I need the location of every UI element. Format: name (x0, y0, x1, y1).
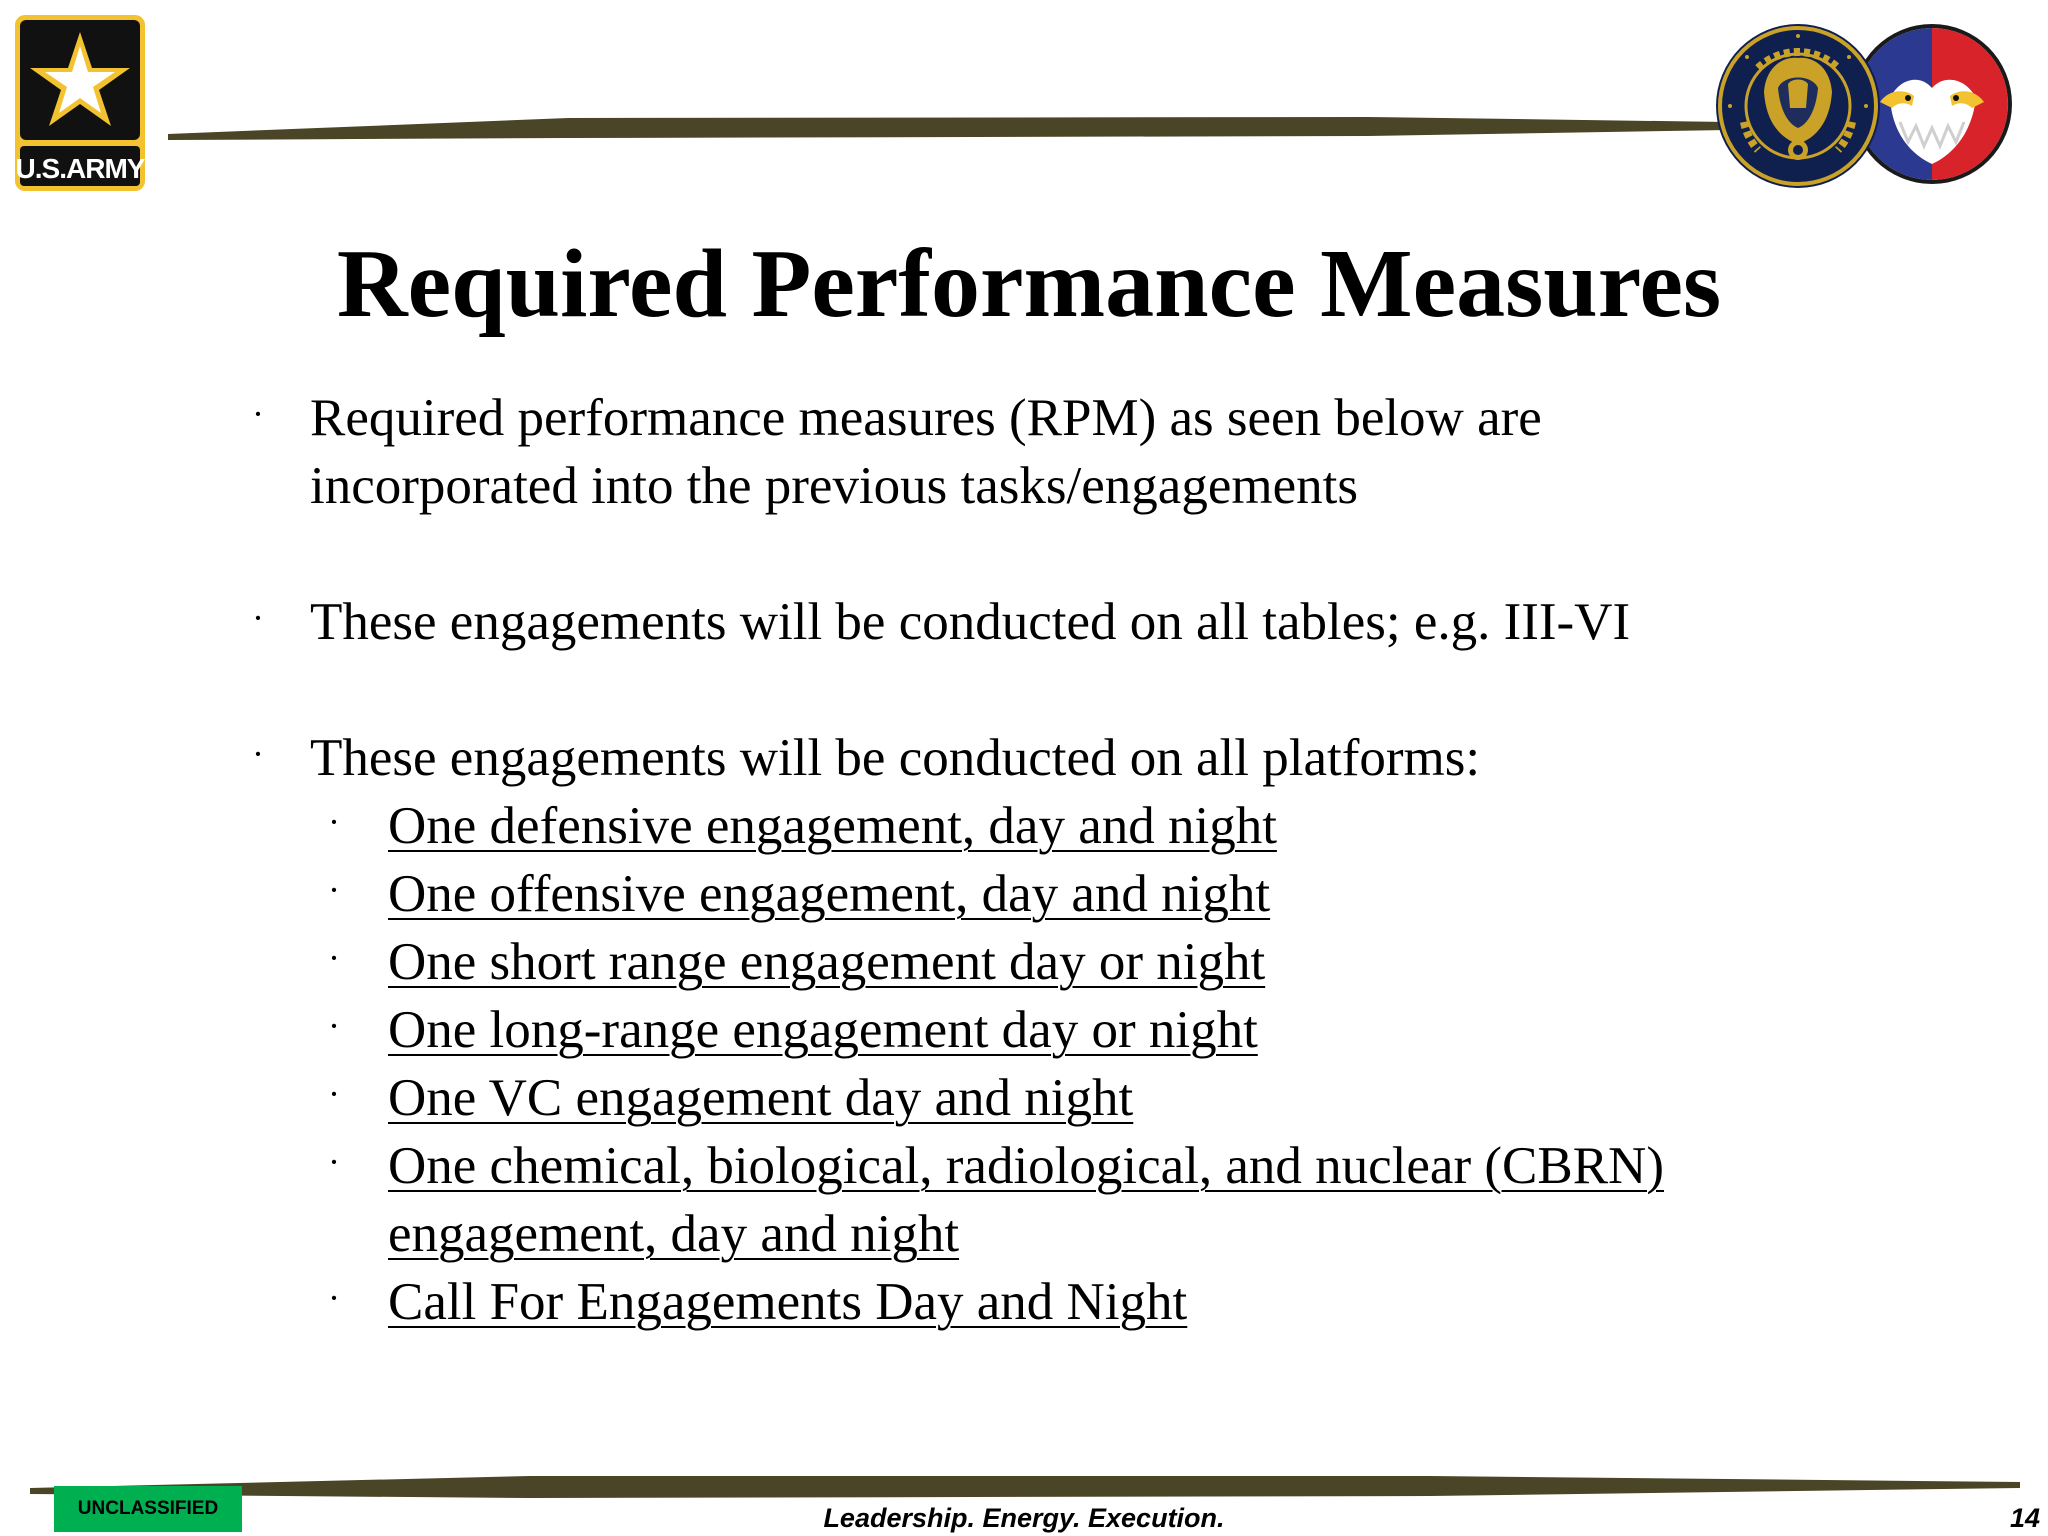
bullet-item (246, 588, 1866, 656)
bullet-marker: · (252, 394, 264, 434)
army-logo-text: U.S.ARMY (15, 153, 145, 184)
bullet-line: These engagements will be conducted on all platforms: (310, 729, 1481, 787)
sub-bullet-item (246, 1064, 1866, 1132)
footer-stripe (30, 1474, 2020, 1500)
bullet-line: These engagements will be conducted on all tables; e.g. III-VI (310, 593, 1631, 651)
sub-bullet-item (246, 860, 1866, 928)
bullet-item (246, 384, 1866, 520)
footer-motto: Leadership. Energy. Execution. (823, 1503, 1225, 1533)
classification-banner: UNCLASSIFIED (54, 1486, 242, 1532)
sub-bullet-text: Call For Engagements Day and Night (388, 1273, 1188, 1331)
slide-title: Required Performance Measures (336, 230, 1722, 338)
header-stripe (168, 112, 1728, 142)
sub-bullet-item (246, 792, 1866, 860)
bullet-line: incorporated into the previous tasks/engagements (310, 457, 1358, 515)
sub-bullet-text: One long-range engagement day or night (388, 1001, 1258, 1059)
sub-bullet-marker: · (328, 1142, 340, 1182)
sub-bullet-item (246, 1268, 1866, 1336)
sub-bullet-item (246, 996, 1866, 1064)
bullet-item (246, 724, 1866, 792)
sub-bullet-item (246, 1132, 1866, 1268)
army-reserve-seal-icon (1716, 24, 1880, 188)
slide-body (246, 384, 1866, 1336)
sub-bullet-text: engagement, day and night (388, 1205, 960, 1263)
sub-bullet-marker: · (328, 802, 340, 842)
sub-bullet-marker: · (328, 1278, 340, 1318)
platform-engagement-list (246, 792, 1866, 1336)
sub-bullet-text: One chemical, biological, radiological, and nuclear (CBRN) (388, 1137, 1664, 1195)
sub-bullet-marker: · (328, 1074, 340, 1114)
bullet-line: Required performance measures (RPM) as seen below are (310, 389, 1542, 447)
sub-bullet-item (246, 928, 1866, 996)
page-number: 14 (2009, 1503, 2040, 1533)
bullet-marker: · (252, 598, 264, 638)
sub-bullet-marker: · (328, 938, 340, 978)
sub-bullet-text: One offensive engagement, day and night (388, 865, 1271, 923)
sub-bullet-marker: · (328, 870, 340, 910)
sub-bullet-text: One defensive engagement, day and night (388, 797, 1277, 855)
us-army-logo (14, 14, 146, 192)
bullet-marker: · (252, 734, 264, 774)
sub-bullet-text: One short range engagement day or night (388, 933, 1266, 991)
sub-bullet-marker: · (328, 1006, 340, 1046)
sub-bullet-text: One VC engagement day and night (388, 1069, 1134, 1127)
army-reserve-emblems (1714, 22, 2014, 188)
